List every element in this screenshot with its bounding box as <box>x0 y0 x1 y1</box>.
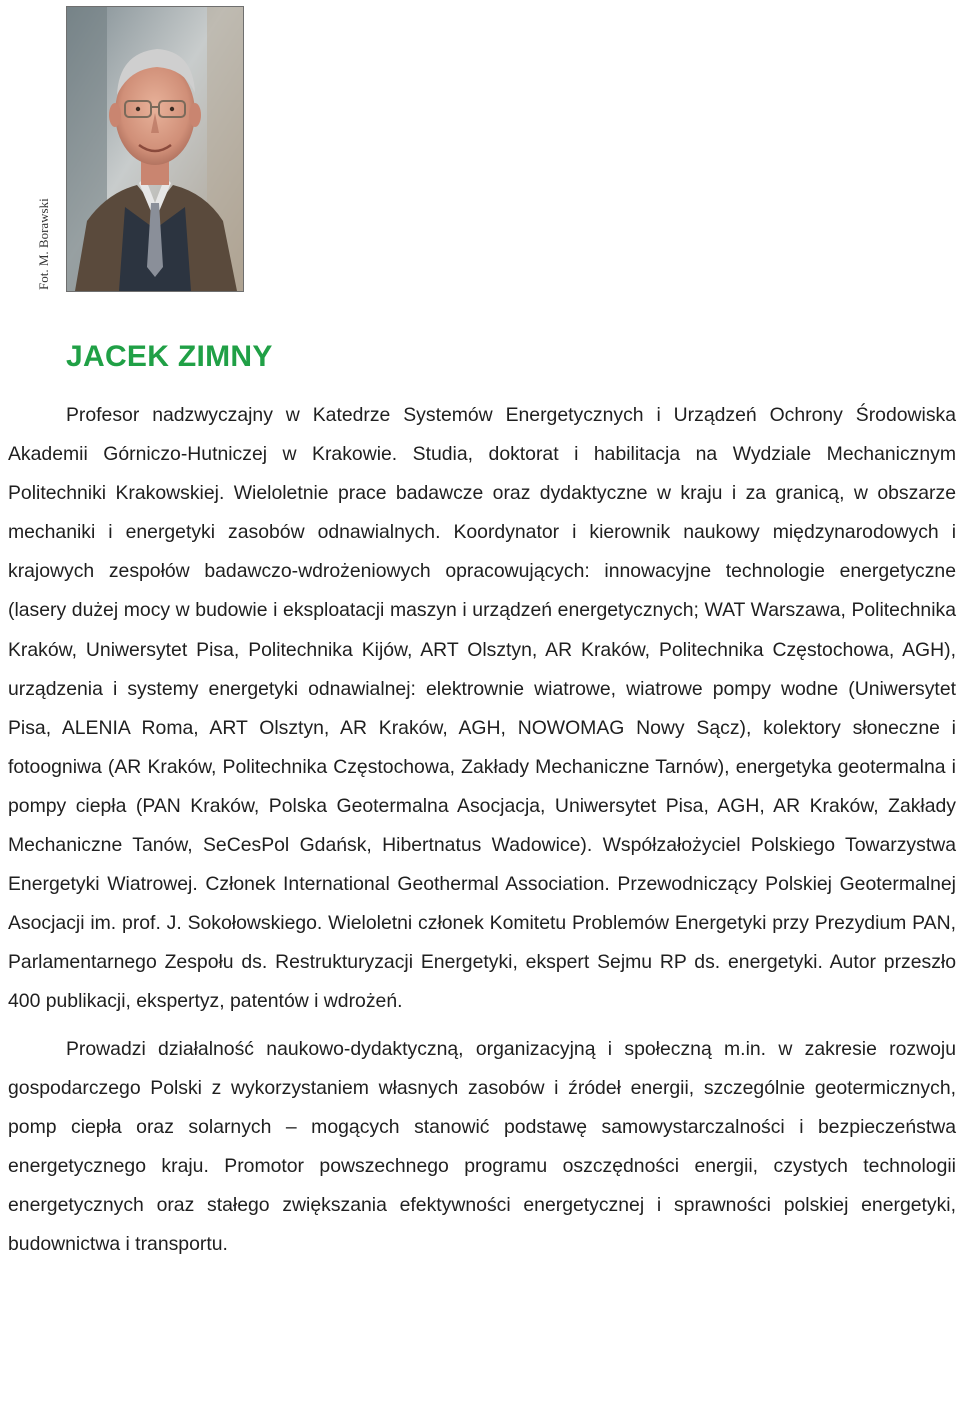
biography-paragraph: Prowadzi działalność naukowo-dydaktyczną, organizacyjną i społeczną m.in. w zakresie rozwoju gospodarczego Polski z wykorzystaniem własnych zasobów i źródeł energii, szczególnie geotermicznych, pomp ciepła oraz solarnych – mogących stanowić podstawę samowystarczalności i bezpieczeństwa energetycznego kraju. Promotor powszechnego programu oszczędności energii, czystych technologii energetycznych oraz stałego zwiększania efektywności energetycznej i sprawności polskiej energetyki, budownictwa i transportu. <box>8 1037 956 1255</box>
portrait-photo <box>66 6 244 292</box>
biography-paragraph: Profesor nadzwyczajny w Katedrze Systemów Energetycznych i Urządzeń Ochrony Środowiska Akademii Górniczo-Hutniczej w Krakowie. Studia, doktorat i habilitacja na Wydziale Mechanicznym Politechniki Krakowskiej. Wieloletnie prace badawcze oraz dydaktyczne w kraju i za granicą, w obszarze mechaniki i energetyki zasobów odnawialnych. Koordynator i kierownik naukowy międzynarodowych i krajowych zespołów badawczo-wdrożeniowych opracowujących: innowacyjne technologie energetyczne (lasery dużej mocy w budowie i eksploatacji maszyn i urządzeń energetycznych; WAT Warszawa, Politechnika Kraków, Uniwersytet Pisa, Politechnika Kijów, ART Olsztyn, AR Kraków, Politechnika Częstochowa, AGH), urządzenia i systemy energetyki odnawialnej: elektrownie wiatrowe, wiatrowe pompy wodne (Uniwersytet Pisa, ALENIA Roma, ART Olsztyn, AR Kraków, AGH, NOWOMAG Nowy Sącz), kolektory słoneczne i fotoogniwa (AR Kraków, Politechnika Częstochowa, Zakłady Mechaniczne Tarnów), energetyka geotermalna i pompy ciepła (PAN Kraków, Polska Geotermalna Asocjacja, Uniwersytet Pisa, AGH, AR Kraków, Zakłady Mechaniczne Tanów, SeCesPol Gdańsk, Hibertnatus Wadowice). Współzałożyciel Polskiego Towarzystwa Energetyki Wiatrowej. Członek International Geothermal Association. Przewodniczący Polskiej Geotermalnej Asocjacji im. prof. J. Sokołowskiego. Wieloletni członek Komitetu Problemów Energetyki przy Prezydium PAN, Parlamentarnego Zespołu ds. Restrukturyzacji Energetyki, ekspert Sejmu RP ds. energetyki. Autor przeszło 400 publikacji, ekspertyz, patentów i wdrożeń. <box>8 404 956 1013</box>
photo-credit: Fot. M. Borawski <box>36 198 51 290</box>
biography <box>8 396 956 1264</box>
person-name: JACEK ZIMNY <box>66 340 273 373</box>
portrait-photo-icon <box>67 7 243 291</box>
